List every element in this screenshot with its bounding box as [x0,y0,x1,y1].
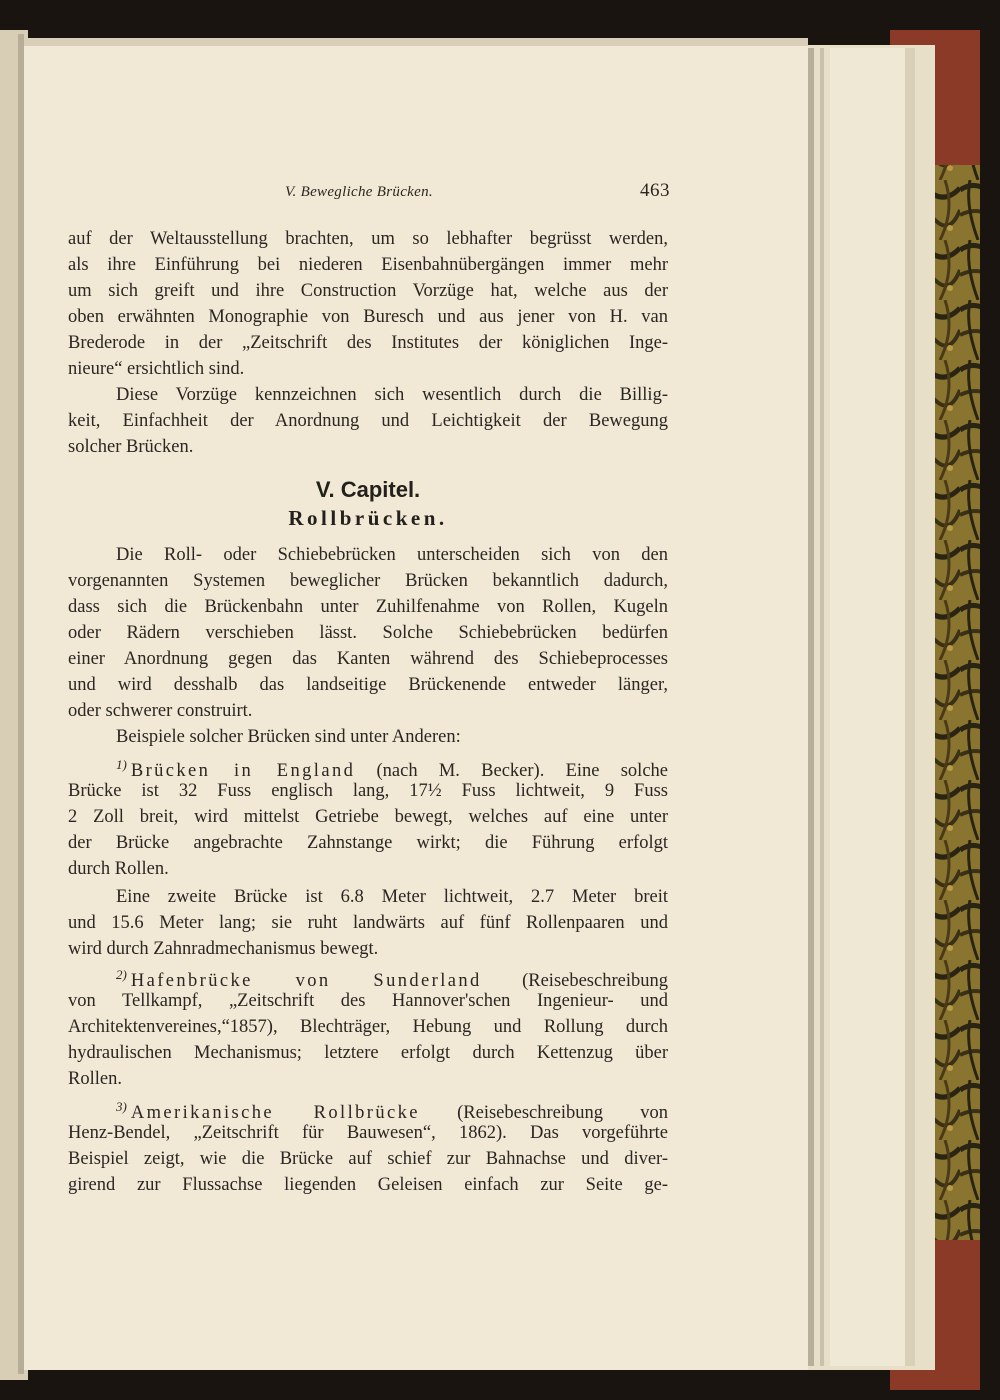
text-line: oder schwerer construirt. [68,701,253,721]
text-line: vorgenannten Systemen beweglicher Brücken bekanntlich dadurch, [68,571,668,591]
text-line: und 15.6 Meter lang; sie ruht landwärts auf fünf Rollenpaaren und [68,913,668,933]
chapter-title: V. Capitel. [315,477,421,502]
text-line: Die Roll- oder Schiebebrücken unterscheiden sich von den [116,545,668,565]
text-line: der Brücke angebrachte Zahnstange wirkt; die Führung erfolgt [68,833,668,853]
chapter-subtitle: Rollbrücken. [288,506,448,530]
text-line: wird durch Zahnradmechanismus bewegt. [68,939,379,959]
text-line: einer Anordnung gegen das Kanten während des Schiebeprocesses [68,649,668,669]
text-line: Architektenvereines,“1857), Blechträger, Hebung und Rollung durch [68,1017,668,1037]
text-line: auf der Weltausstellung brachten, um so lebhafter begrüsst werden, [68,229,668,249]
text-line: Eine zweite Brücke ist 6.8 Meter lichtweit, 2.7 Meter breit [116,887,668,907]
item-rest: (Reisebeschreibung von [419,1103,668,1124]
text-line: Brederode in der „Zeitschrift des Institutes der königlichen Inge- [68,333,668,353]
text-line: solcher Brücken. [68,437,194,457]
item-lead: Amerikanische Rollbrücke [130,1103,420,1124]
item-lead: Hafenbrücke von Sunderland [130,971,482,992]
text-line: oder Rädern verschieben lässt. Solche Schiebebrücken bedürfen [68,623,668,643]
text-line: nieure“ ersichtlich sind. [68,359,245,379]
text-line: Henz-Bendel, „Zeitschrift für Bauwesen“, 1862). Das vorgeführte [68,1123,668,1143]
text-line: Brücke ist 32 Fuss englisch lang, 17½ Fuss lichtweit, 9 Fuss [68,781,668,801]
text-line: von Tellkampf, „Zeitschrift des Hannover'schen Ingenieur- und [68,991,668,1011]
text-line: durch Rollen. [68,859,169,879]
item-marker: 3) [116,1099,127,1114]
text-line: Rollen. [68,1069,122,1089]
page-number: 463 [640,180,670,201]
text-line: oben erwähnten Monographie von Buresch und aus jener von H. van [68,307,668,327]
text-line: 2 Zoll breit, wird mittelst Getriebe bewegt, welches auf eine unter [68,807,668,827]
item-rest: (nach M. Becker). Eine solche [355,761,668,782]
text-line: hydraulischen Mechanismus; letztere erfolgt durch Kettenzug über [68,1043,668,1063]
item-marker: 2) [116,967,127,982]
item-rest: (Reisebeschreibung [481,971,668,992]
text-line: und wird desshalb das landseitige Brückenende entweder länger, [68,675,668,695]
item-marker: 1) [116,757,127,772]
text-line: keit, Einfachheit der Anordnung und Leichtigkeit der Bewegung [68,411,668,431]
page-header [70,180,670,204]
text-line: um sich greift und ihre Construction Vorzüge hat, welche aus der [68,281,668,301]
text-line: Diese Vorzüge kennzeichnen sich wesentlich durch die Billig- [116,385,668,405]
text-line: dass sich die Brückenbahn unter Zuhilfenahme von Rollen, Kugeln [68,597,668,617]
running-head: V. Bewegliche Brücken. [285,184,433,200]
text-line: als ihre Einführung bei niederen Eisenbahnübergängen immer mehr [68,255,668,275]
item-lead: Brücken in England [130,761,356,782]
text-line: Beispiele solcher Brücken sind unter Anderen: [116,727,461,747]
text-line: girend zur Flussachse liegenden Geleisen einfach zur Seite ge- [68,1175,668,1195]
text-line: Beispiel zeigt, wie die Brücke auf schief zur Bahnachse und diver- [68,1149,668,1169]
